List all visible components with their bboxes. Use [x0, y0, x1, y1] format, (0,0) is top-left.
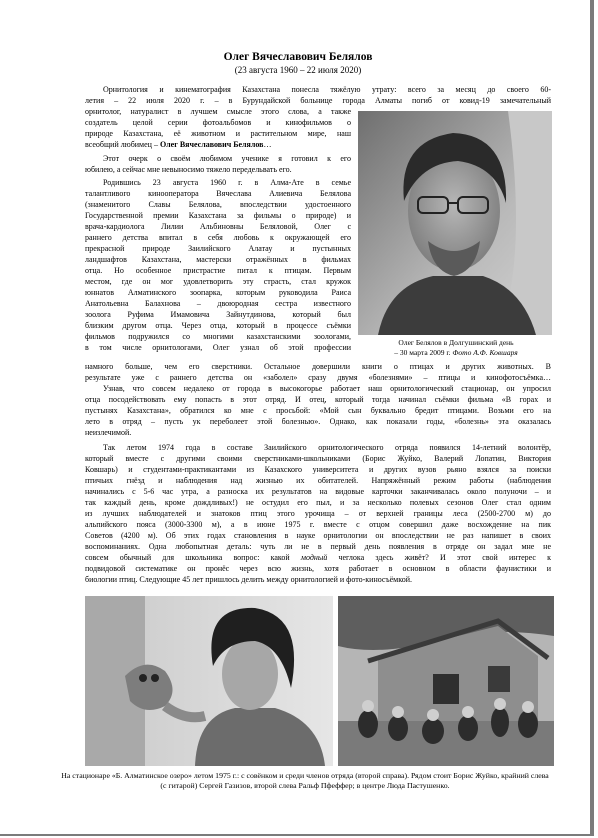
text-line: летия – 22 июля 2020 г. – в Бурундайской больнице города Алматы погиб от ковид-19 замечательный	[85, 96, 551, 105]
photo-expedition-team	[338, 596, 554, 766]
text-line: пустынях Казахстана», обратился ко мне с просьбой: «Мой сын буквально бредит птицами. Возьми его на	[85, 406, 551, 415]
paragraph-biography-wrap	[85, 177, 351, 353]
text-line: юбилею, а сейчас мне невыносимо тяжело передельвать его.	[85, 165, 292, 174]
photo-with-owlet	[85, 596, 333, 766]
text-line: фильмов подружился со многими казахстанскими зоологами,	[85, 332, 351, 341]
text-line: Государственной премии Казахстана за фильмы о природе) и	[85, 211, 351, 220]
text-line: Узнав, что совсем недалеко от города в высокогорье работает наш орнитологический стационар, он упросил	[103, 384, 551, 393]
text-line: Ковшарь) и студентами-практикантами из Казахского университета и других вузов рьяно взялся за поиски	[85, 465, 551, 474]
text-line: намного больше, чем его сверстники. Остальное довершили книги о птицах и других животных. В	[85, 362, 551, 371]
article-title: Олег Вячеславович Белялов	[223, 51, 373, 63]
text-line: который вместе с другими своими сверстниками-школьниками (Борис Жуйко, Валерий Лопатин, Виктория	[85, 454, 551, 463]
text-line: природе Казахстана, её животном и растительном мире, наш	[85, 129, 351, 138]
text-line: раннего детства впитал в себя любовь к окружающей его	[85, 233, 351, 242]
photo-with-owlet-image	[85, 596, 333, 766]
paragraph-intro-full	[85, 84, 551, 106]
text-line: так каждый день, кроме дождливых!) не остудил его пыл, и за несколько полевых сезонов Олег стал одним	[85, 498, 551, 507]
text-line: Так летом 1974 года в составе Заилийского орнитологического отряда появился 14-летний волонтёр,	[103, 443, 551, 452]
paragraph-expedition	[85, 442, 551, 585]
text-line: начинались с 5-6 час утра, а разноска их результатов на видовые карточки заканчивалась около полуночи – и	[85, 487, 551, 496]
paragraph-essay-note	[85, 153, 351, 175]
text-line: прекрасной природе Заилийского Алатау и пустынных	[85, 244, 351, 253]
text-line: (знаменитого Славы Белялова, впоследствии удостоенного	[85, 200, 351, 209]
portrait-image	[358, 111, 552, 335]
photo-expedition-team-image	[338, 596, 554, 766]
text-line: подвидовой систематике он пронёс через всю жизнь, хотя работает в основном в области фаунистики и	[85, 564, 551, 573]
bottom-photo-caption: На стационаре «Б. Алматинское озеро» летом 1975 г.: с совёнком и среди членов отряда (второй справа). Рядом стоит Борис Жуйко, крайний слева (с гитарой) Сергей Газизов, второй слева Ральф Пфеффер; в центре Люда Пастушенко.	[61, 771, 549, 790]
text-line: альпийского пояса (3000-3300 м), а в июне 1975 г. вместе с отцом совершил даже восхождение на пик	[85, 520, 551, 529]
text-line: из лучших наблюдателей и знатоков птиц этого урочища – от верхней границы леса (2500-2700 м) до	[85, 509, 551, 518]
text-line: в том числе орнитологами, Олег узнал об этой профессии	[85, 343, 351, 352]
text-fragment: чеглока здесь живёт? И этот свой интерес к	[327, 553, 551, 562]
text-line: талантливого кинооператора Вячеслава Алиевича Белялова	[85, 189, 351, 198]
text-line: создатель целой серии фотоальбомов и кинофильмов о	[85, 118, 351, 127]
text-line: зоолога Руфима Имамовича Зайнутдинова, который был	[85, 310, 351, 319]
caption-date: – 30 марта 2009 г.	[394, 348, 453, 357]
text-fragment: …	[263, 140, 272, 149]
text-line: результате уже с раннего детства он «заболел» сразу двумя «болезнями» – птицы и кинофотосъёмка…	[85, 373, 551, 382]
text-line: ландшафтов Казахстана, мастерски отражённых в фильмах	[85, 255, 351, 264]
photo-credit: Фото А.Ф. Ковшаря	[452, 348, 518, 357]
text-line: Советов (4200 м). Об этих годах становления в науке орнитологии он впоследствии не раз напишет в своих	[85, 531, 551, 540]
text-line: Родившись 23 августа 1960 г. в Алма-Ате в семье	[103, 178, 351, 187]
text-line: юннатов Алматинского зоопарка, которым руководила Раиса	[85, 288, 351, 297]
text-line: местом, где он мог удовлетворить эту страсть, стал кружок	[85, 277, 351, 286]
text-line	[85, 139, 351, 150]
paragraph-intro-wrap	[85, 106, 351, 150]
text-line: Орнитология и кинематография Казахстана понесла тяжёлую утрату: всего за месяц до своего 60-	[103, 85, 551, 94]
text-line: орнитолог, натуралист в лучшем смысле этого слова, а также	[85, 107, 351, 116]
life-dates: (23 августа 1960 – 22 июля 2020)	[234, 65, 362, 75]
portrait-caption	[358, 338, 554, 358]
text-line: близким другом отца. Через отца, который в процессе съёмки	[85, 321, 351, 330]
portrait-caption-line: Олег Белялов в Долгушинский день	[398, 338, 514, 347]
text-line: отца посодействовать ему попасть в этот отряд. И отец, который тогда начинал съёмки фильма «В горах и	[85, 395, 551, 404]
portrait-caption-line	[358, 348, 554, 358]
text-fragment: совсем обычный для школьника вопрос: какой	[85, 553, 301, 562]
person-name-bold: Олег Вячеславович Белялов	[159, 140, 264, 149]
text-line: врача-кардиолога Лилии Альбиновны Беляловой, Олег с	[85, 222, 351, 231]
text-fragment: всеобщий любимец –	[85, 140, 160, 149]
text-line: биологии птиц. Следующие 45 лет пришлось делить между орнитологией и фото-киносъёмкой.	[85, 575, 412, 584]
text-line: Анатольевна Балахнова – двоюродная сестра известного	[85, 299, 351, 308]
text-line: Этот очерк о своём любимом ученике я готовил к его	[103, 154, 351, 163]
text-line: воспоминаниях. Одна любопытная деталь: чуть ли не в первый день появления в отряде он задал мне не	[85, 542, 551, 551]
italic-word: модный	[300, 553, 328, 562]
text-line: отца. Но особенное пристрастие питал к птицам. Первым	[85, 266, 351, 275]
text-line	[85, 552, 551, 563]
paragraph-biography-full	[85, 361, 551, 438]
text-line: неизлечимой.	[85, 428, 132, 437]
portrait-photo	[358, 111, 552, 335]
text-line: птичьих гнёзд и наблюдения над жизнью их обитателей. Напряжённый режим работы (наблюдения	[85, 476, 551, 485]
text-line: лето в отряд – пусть ук переболеет этой болезнью». Однако, как показали годы, «болезнь» эта оказалась	[85, 417, 551, 426]
